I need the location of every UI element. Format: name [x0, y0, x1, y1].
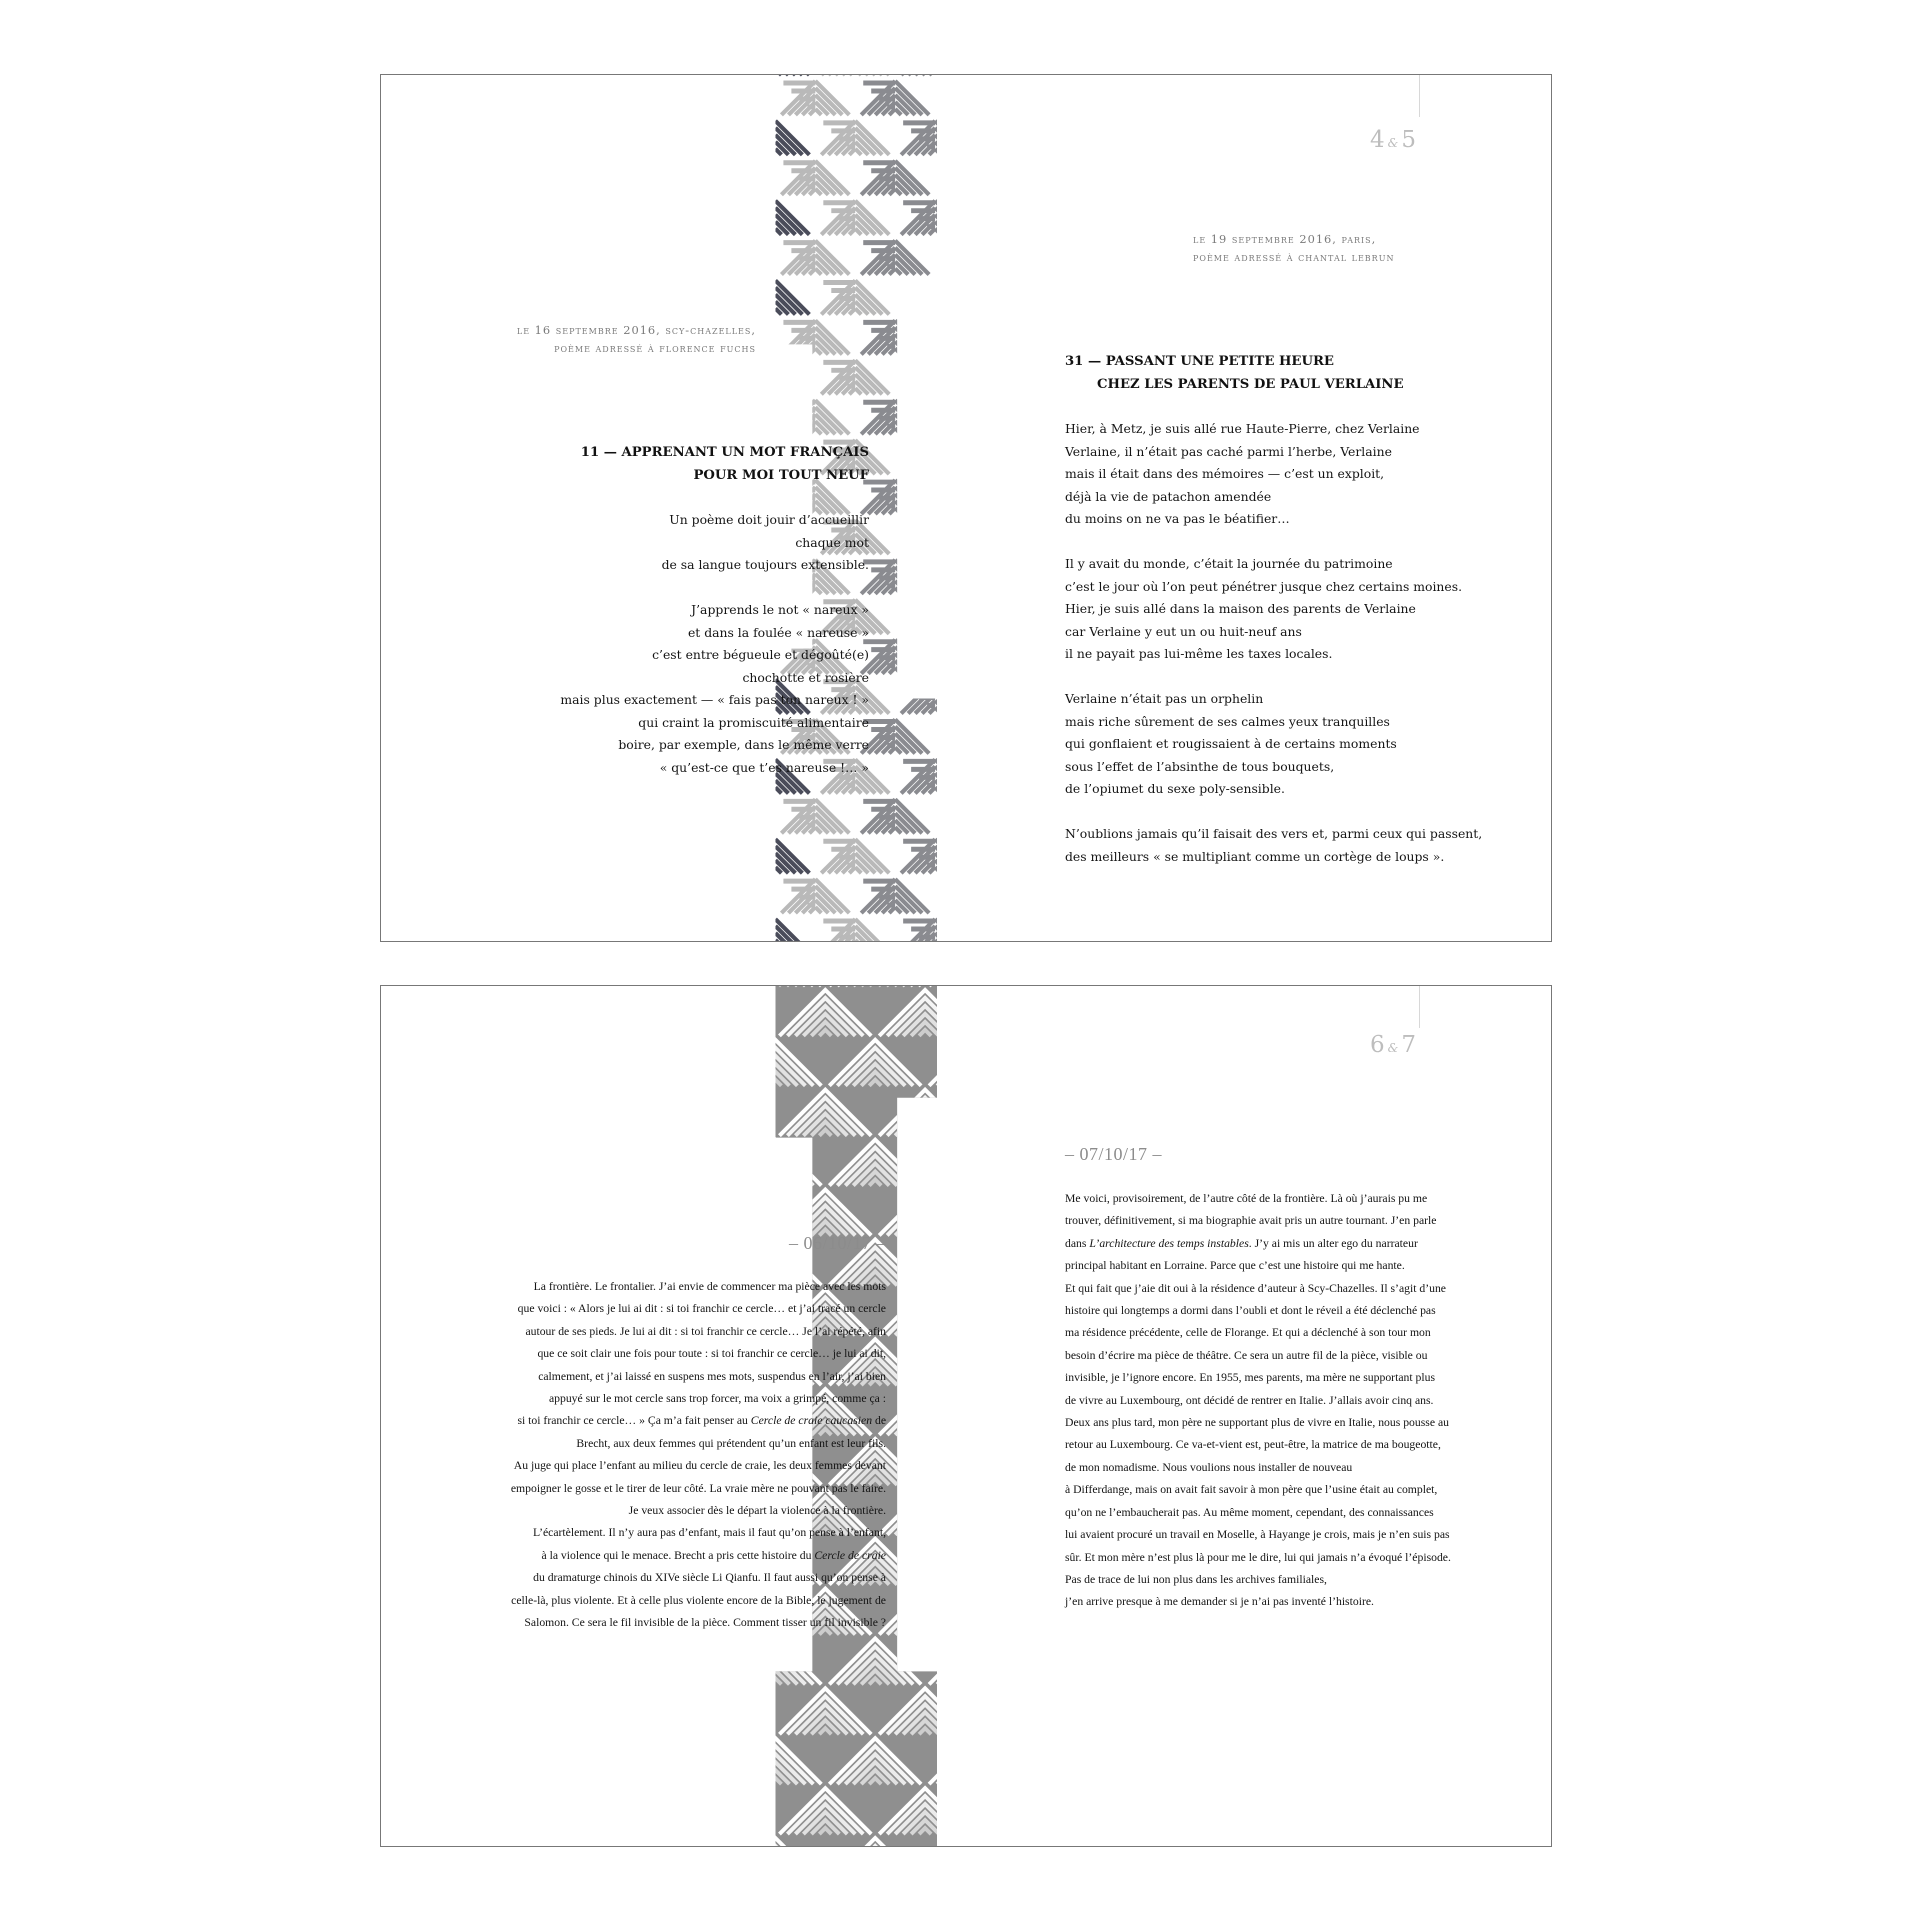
prose-line: à Differdange, mais on avait fait savoir à mon père que l’usine était au complet,	[1065, 1483, 1438, 1497]
chevron-tile	[861, 81, 929, 115]
page-numbers	[1370, 1032, 1416, 1058]
poem-line: chaque mot	[795, 534, 869, 550]
page-number-right: 7	[1401, 1032, 1416, 1058]
page-marker-line	[1419, 986, 1420, 1028]
chevron-tile	[742, 201, 810, 235]
dateline-line: le 19 septembre 2016, paris,	[1193, 232, 1377, 246]
chevron-tile	[861, 879, 929, 913]
prose-line: invisible, je l’ignore encore. En 1955, mes parents, ma mère ne supportant plus	[1065, 1371, 1436, 1385]
prose-right	[1065, 1188, 1451, 1614]
prose-line: que ce soit clair une fois pour toute : si toi franchir ce cercle… je lui ai dit,	[537, 1347, 886, 1361]
title-line: POUR MOI TOUT NEUF	[693, 467, 869, 483]
poem-body-right	[1065, 418, 1482, 868]
chevron-tile	[929, 1439, 1021, 1485]
chevron-tile	[929, 1239, 1021, 1285]
poem-line	[1065, 531, 1482, 554]
right-dateline	[1193, 230, 1394, 266]
poem-line: de sa langue toujours extensible.	[661, 557, 869, 572]
entry-date-right: – 07/10/17 –	[1065, 1144, 1163, 1164]
page-number-amp: &	[1387, 1041, 1399, 1055]
page-number-left: 4	[1370, 127, 1385, 153]
chevron-tile	[680, 1788, 772, 1834]
poem-title-right	[1065, 351, 1404, 396]
chevron-tile	[901, 281, 969, 315]
chevron-tile	[742, 360, 810, 394]
chevron-tile	[901, 360, 969, 394]
chevron-tile	[781, 799, 849, 833]
poem-line: et dans la foulée « nareuse »	[687, 624, 869, 640]
prose-line: dans L’architecture des temps instables. J’y ai mis un alter ego du narrateur	[1065, 1236, 1418, 1250]
poem-body-left	[560, 509, 869, 779]
page-marker-line	[1419, 75, 1420, 117]
prose-line: La frontière. Le frontalier. J’ai envie de commencer ma pièce avec les mots	[533, 1280, 886, 1293]
prose-line: Brecht, aux deux femmes qui prétendent qu’un enfant est leur fils.	[576, 1436, 886, 1450]
chevron-tile	[781, 161, 849, 195]
poem-line: des meilleurs « se multipliant comme un cortège de loups ».	[1065, 848, 1445, 864]
poem-line: déjà la vie de patachon amendée	[1065, 488, 1272, 504]
prose-line: qu’on ne l’embaucherait pas. Au même moment, cependant, des connaissances	[1065, 1505, 1434, 1519]
chevron-tile	[861, 161, 929, 195]
chevron-tile	[730, 1140, 822, 1186]
spread-6-7	[380, 985, 1552, 1847]
chevron-tile	[680, 1090, 772, 1136]
chevron-tile	[702, 879, 770, 913]
poem-line	[560, 577, 869, 600]
chevron-tile	[781, 81, 849, 115]
poem-line: c’est entre bégueule et dégoûté(e)	[652, 647, 869, 662]
prose-line: Me voici, provisoirement, de l’autre côté de la frontière. Là où j’aurais pu me	[1065, 1192, 1428, 1205]
chevron-tile	[861, 400, 929, 434]
chevron-tile	[901, 839, 969, 873]
prose-left	[511, 1276, 886, 1635]
prose-line: histoire qui longtemps a dormi dans l’oubli et dont le réveil a été déclenché pas	[1065, 1304, 1436, 1318]
chevron-tile	[929, 1140, 1021, 1186]
poem-line: « qu’est-ce que t’es nareuse !… »	[659, 759, 869, 775]
chevron-tile	[929, 1040, 1021, 1086]
prose-line: de mon nomadisme. Nous voulions nous installer de nouveau	[1065, 1460, 1353, 1474]
prose-line: à la violence qui le menace. Brecht a pris cette histoire du Cercle de craie	[541, 1548, 886, 1562]
poem-line: de l’opiumet du sexe poly-sensible.	[1065, 781, 1285, 796]
prose-line: Salomon. Ce sera le fil invisible de la pièce. Comment tisser un fil invisible ?	[524, 1616, 886, 1630]
chevron-tile	[781, 241, 849, 275]
chevron-tile	[929, 1638, 1021, 1684]
poem-line: sous l’effet de l’absinthe de tous bouquets,	[1065, 758, 1335, 774]
chevron-tile	[901, 121, 969, 155]
entry-date-left: – 06/10/17 –	[788, 1233, 886, 1253]
chevron-tile	[821, 839, 889, 873]
dateline-line: poème adressé à chantal lebrun	[1193, 250, 1395, 264]
prose-line: celle-là, plus violente. Et à celle plus violente encore de la Bible, le jugement de	[511, 1593, 886, 1607]
title-line: 31 — PASSANT UNE PETITE HEURE	[1065, 354, 1334, 369]
chevron-tile	[861, 799, 929, 833]
chevron-tile	[929, 1339, 1021, 1385]
chevron-tile	[861, 640, 929, 674]
chevron-tile	[861, 480, 929, 514]
poem-line: du moins on ne va pas le béatifier…	[1065, 511, 1290, 526]
title-line: 11 — APPRENANT UN MOT FRANÇAIS	[580, 445, 869, 460]
page-numbers	[1370, 127, 1416, 153]
chevron-tile	[781, 320, 849, 354]
poem-line: il ne payait pas lui-même les taxes locales.	[1065, 646, 1333, 661]
title-line: CHEZ LES PARENTS DE PAUL VERLAINE	[1097, 376, 1404, 392]
prose-line: principal habitant en Lorraine. Parce que c’est une histoire qui me hante.	[1065, 1259, 1405, 1273]
chevron-tile	[821, 201, 889, 235]
chevron-tile	[861, 241, 929, 275]
prose-line: besoin d’écrire ma pièce de théâtre. Ce sera un autre fil de la pièce, visible ou	[1065, 1348, 1428, 1362]
prose-line: que voici : « Alors je lui ai dit : si toi franchir ce cercle… et j’ai tracé un cercle	[517, 1302, 886, 1316]
prose-line: trouver, définitivement, si ma biographie avait pris un autre tournant. J’en parle	[1065, 1214, 1437, 1228]
chevron-tile	[861, 560, 929, 594]
chevron-tile	[821, 121, 889, 155]
chevron-tile	[901, 919, 969, 941]
chevron-tile	[901, 440, 969, 474]
poem-line: boire, par exemple, dans le même verre	[618, 737, 869, 752]
chevron-tile	[702, 81, 770, 115]
prose-line: Je veux associer dès le départ la violence à la frontière.	[628, 1504, 886, 1518]
poem-title-left	[581, 442, 869, 487]
chevron-tile	[742, 281, 810, 315]
chevron-tile	[929, 1738, 1021, 1784]
chevron-tile	[702, 241, 770, 275]
poem-line: c’est le jour où l’on peut pénétrer jusque chez certains moines.	[1065, 578, 1463, 594]
poem-line: J’apprends le not « nareux »	[691, 602, 869, 617]
poem-line: chochotte et rosière	[742, 669, 869, 685]
poem-line: mais plus exactement — « fais pas ton nareux ! »	[560, 692, 869, 707]
page-number-right: 5	[1401, 127, 1416, 153]
chevron-tile	[929, 1539, 1021, 1585]
chevron-tile	[901, 680, 969, 714]
chevron-tile	[821, 360, 889, 394]
chevron-tile	[861, 720, 929, 754]
prose-line: L’écartèlement. Il n’y aura pas d’enfant, mais il faut qu’on pense à l’enfant,	[533, 1526, 886, 1540]
poem-line	[1065, 801, 1482, 824]
prose-line: Et qui fait que j’aie dit oui à la résidence d’auteur à Scy-Chazelles. Il s’agit d’une	[1065, 1281, 1446, 1295]
chevron-tile	[781, 879, 849, 913]
chevron-tile	[901, 520, 969, 554]
chevron-tile	[730, 1638, 822, 1684]
poem-line: Hier, je suis allé dans la maison des parents de Verlaine	[1065, 601, 1416, 616]
chevron-tile	[901, 759, 969, 793]
prose-line: si toi franchir ce cercle… » Ça m’a fait penser au Cercle de craie caucasien de	[517, 1414, 886, 1428]
left-dateline	[517, 321, 756, 357]
prose-line: sûr. Et mon mère n’est plus là pour me le dire, lui qui jamais n’a évoqué l’épisode.	[1065, 1550, 1451, 1564]
poem-line: qui gonflaient et rougissaient à de certains moments	[1065, 736, 1397, 751]
prose-line: Deux ans plus tard, mon père ne supportant plus de vivre en Italie, nous pousse au	[1065, 1416, 1449, 1430]
prose-line: ma résidence précédente, celle de Florange. Et qui a déclenché à son tour mon	[1065, 1326, 1431, 1340]
chevron-tile	[901, 201, 969, 235]
chevron-tile	[702, 161, 770, 195]
prose-line: appuyé sur le mot cercle sans trop forcer, ma voix a grimpé, comme ça :	[548, 1392, 886, 1406]
prose-line: Pas de trace de lui non plus dans les archives familiales,	[1065, 1572, 1327, 1586]
chevron-tile	[901, 600, 969, 634]
poem-line: mais riche sûrement de ses calmes yeux tranquilles	[1065, 713, 1390, 729]
chevron-tile	[929, 1838, 1021, 1846]
chevron-tile	[861, 320, 929, 354]
prose-line: calmement, et j’ai laissé en suspens mes mots, suspendus en l’air, j’ai bien	[538, 1369, 886, 1383]
prose-line: retour au Luxembourg. Ce va-et-vient est, peut-être, la matrice de ma bougeotte,	[1065, 1438, 1441, 1452]
chevron-tile	[781, 400, 849, 434]
prose-line: lui avaient procuré un travail en Moselle, à Hayange je crois, mais je n’en suis pas	[1065, 1528, 1450, 1542]
chevron-tile	[742, 839, 810, 873]
poem-line: N’oublions jamais qu’il faisait des vers et, parmi ceux qui passent,	[1065, 826, 1483, 841]
dateline-line: le 16 septembre 2016, scy-chazelles,	[516, 323, 756, 337]
chevron-tile	[702, 799, 770, 833]
poem-line: Il y avait du monde, c’était la journée du patrimoine	[1065, 556, 1393, 571]
spread-4-5	[380, 74, 1552, 942]
page-number-amp: &	[1387, 136, 1399, 150]
poem-line: Verlaine n’était pas un orphelin	[1065, 691, 1264, 706]
dateline-line: poème adressé à florence fuchs	[554, 341, 756, 355]
prose-line: j’en arrive presque à me demander si je n’ai pas inventé l’histoire.	[1065, 1595, 1374, 1609]
prose-line: empoigner le gosse et le tirer de leur côté. La vraie mère ne pouvant pas le faire.	[510, 1481, 886, 1495]
prose-line: de vivre au Luxembourg, ont décidé de rentrer en Italie. J’allais avoir cinq ans.	[1065, 1393, 1434, 1407]
chevron-tile	[680, 990, 772, 1036]
chevron-tile	[821, 919, 889, 941]
chevron-tile	[680, 1190, 772, 1236]
poem-line: Verlaine, il n’était pas caché parmi l’herbe, Verlaine	[1065, 443, 1392, 459]
prose-line: Au juge qui place l’enfant au milieu du cercle de craie, les deux femmes devant	[513, 1459, 886, 1473]
page-number-left: 6	[1370, 1032, 1385, 1058]
poem-line	[1065, 666, 1482, 689]
poem-line: Hier, à Metz, je suis allé rue Haute-Pierre, chez Verlaine	[1065, 421, 1420, 436]
prose-line: du dramaturge chinois du XIVe siècle Li Qianfu. Il faut aussi qu’on pense à	[533, 1571, 886, 1585]
poem-line: mais il était dans des mémoires — c’est un exploit,	[1065, 466, 1385, 481]
poem-line: car Verlaine y eut un ou huit-neuf ans	[1065, 623, 1302, 639]
chevron-tile	[702, 400, 770, 434]
chevron-tile	[680, 1688, 772, 1734]
chevron-tile	[742, 121, 810, 155]
chevron-tile	[821, 281, 889, 315]
poem-line: qui craint la promiscuité alimentaire	[638, 714, 869, 730]
poem-line: Un poème doit jouir d’accueillir	[669, 512, 869, 527]
chevron-tile	[742, 919, 810, 941]
prose-line: autour de ses pieds. Je lui ai dit : si toi franchir ce cercle… Je l’ai répété, afin	[525, 1324, 886, 1338]
